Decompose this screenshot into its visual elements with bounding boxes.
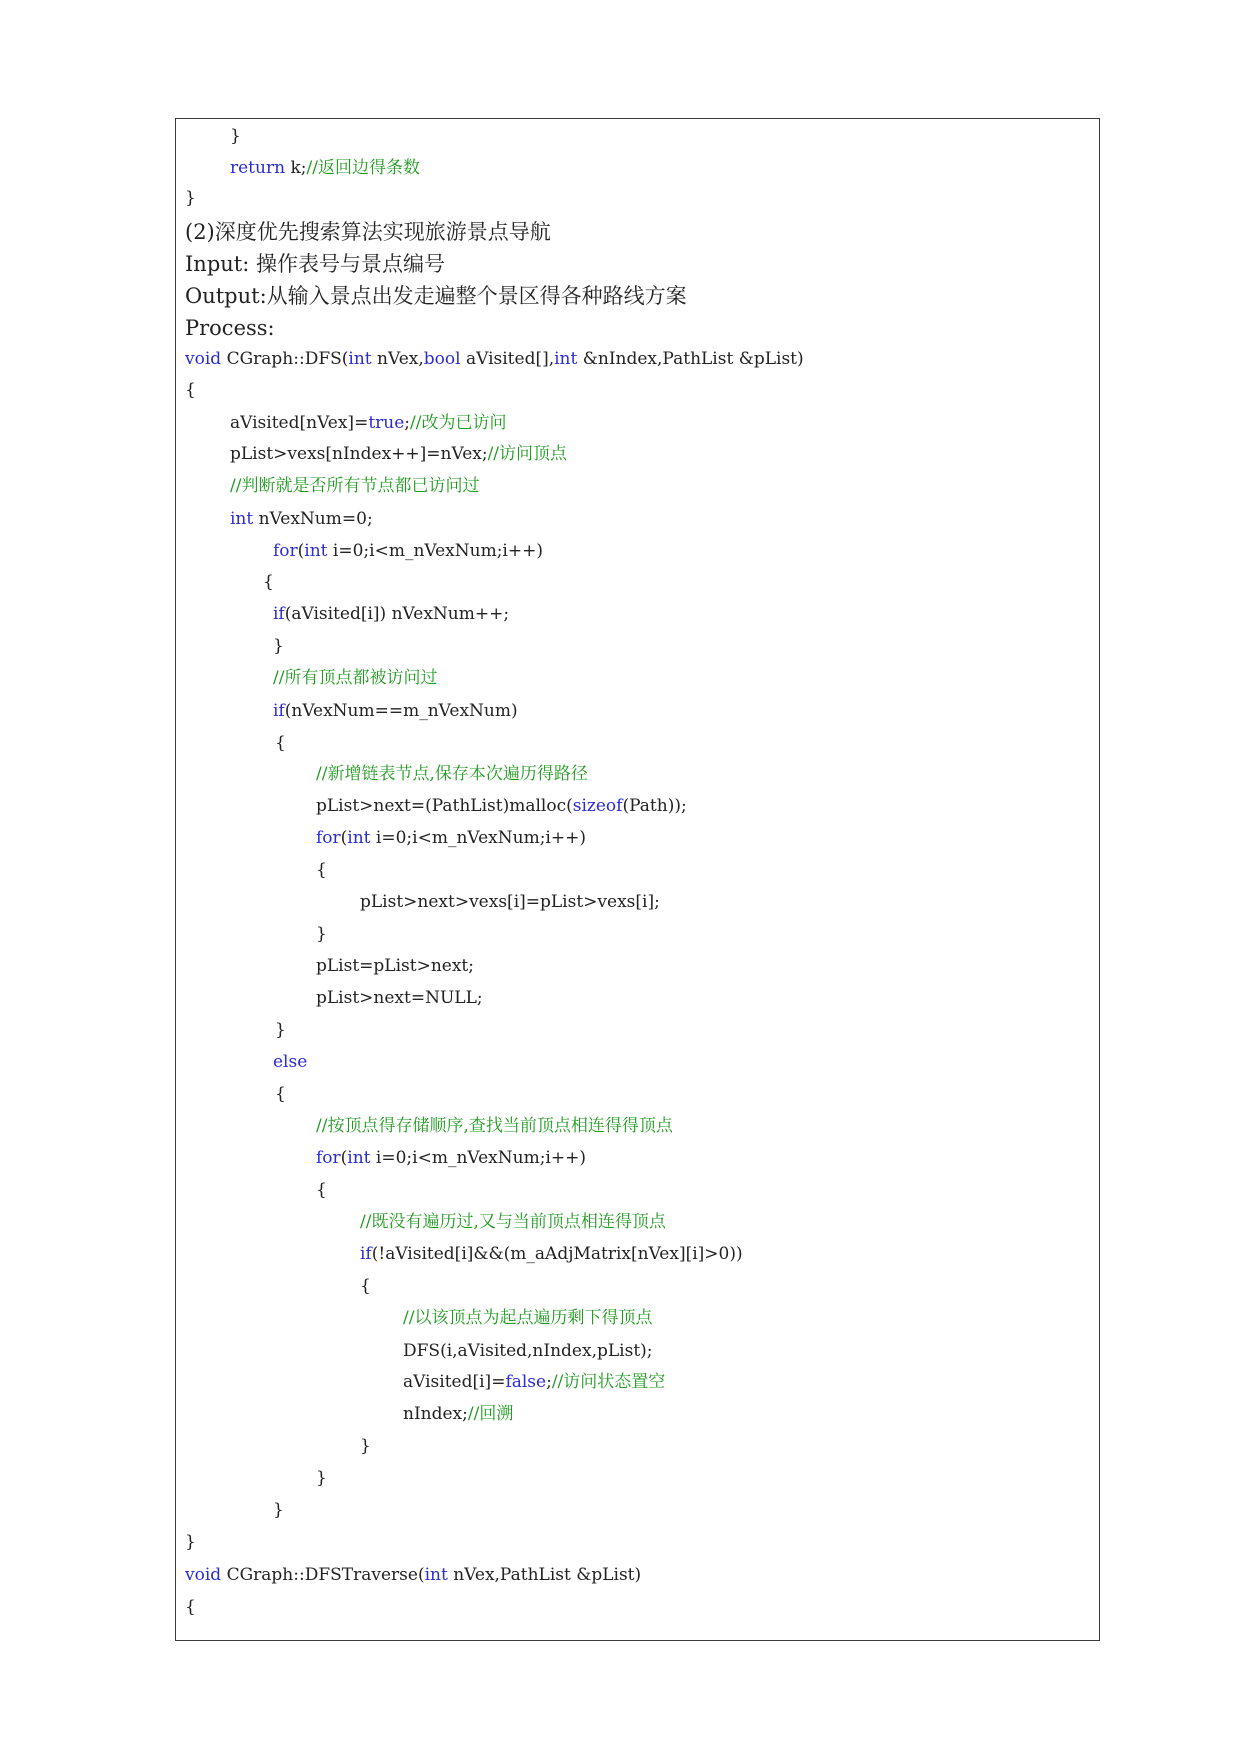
code-text: pList>vexs[nIndex++]=nVex;	[230, 444, 488, 464]
code-line	[316, 796, 687, 816]
code-text: aVisited[nVex]=	[230, 413, 369, 433]
section-heading-line	[185, 316, 275, 340]
code-text: }	[230, 126, 241, 146]
code-text: &nIndex,PathList &pList)	[577, 349, 804, 369]
code-text: }	[316, 1468, 327, 1488]
code-text: }	[275, 1020, 286, 1040]
code-text: (	[340, 1148, 348, 1168]
code-text: (aVisited[i]) nVexNum++;	[284, 604, 510, 624]
code-text: }	[360, 1436, 371, 1456]
code-line	[273, 1052, 307, 1072]
code-text: Input: 操作表号与景点编号	[185, 252, 445, 276]
code-text: ;	[404, 413, 411, 433]
code-text: nVexNum=0;	[253, 509, 373, 529]
code-comment: //既没有遍历过,又与当前顶点相连得顶点	[360, 1212, 666, 1232]
code-line	[360, 1436, 371, 1456]
code-text: {	[185, 1597, 196, 1617]
code-keyword: int	[347, 1148, 371, 1168]
code-keyword: if	[273, 604, 285, 624]
code-text: }	[185, 188, 196, 208]
code-text: k;	[285, 158, 307, 178]
code-comment: //以该顶点为起点遍历剩下得顶点	[403, 1308, 653, 1328]
section-heading-line	[185, 220, 551, 244]
code-line	[316, 1180, 327, 1200]
code-line	[316, 924, 327, 944]
code-comment: //按顶点得存储顺序,查找当前顶点相连得得顶点	[316, 1116, 673, 1136]
code-text: }	[316, 924, 327, 944]
code-line	[316, 1468, 327, 1488]
code-text: {	[316, 860, 327, 880]
code-keyword: false	[505, 1372, 547, 1392]
code-comment: //访问状态置空	[551, 1372, 666, 1392]
code-line	[230, 444, 567, 464]
code-line	[403, 1341, 653, 1361]
code-line	[273, 668, 437, 688]
code-keyword: true	[368, 413, 405, 433]
code-text: (Path));	[622, 796, 687, 816]
code-keyword: int	[347, 828, 371, 848]
code-line	[316, 956, 474, 976]
code-text: {	[185, 380, 196, 400]
code-text: ;	[546, 1372, 552, 1392]
code-text: CGraph::DFS(	[221, 349, 349, 369]
code-line	[230, 413, 506, 433]
code-text: {	[316, 1180, 327, 1200]
code-line	[360, 892, 660, 912]
code-keyword: if	[360, 1244, 372, 1264]
code-text: pList=pList>next;	[316, 956, 474, 976]
section-heading-line	[185, 252, 445, 276]
code-line	[185, 1597, 196, 1617]
code-comment: //访问顶点	[487, 444, 568, 464]
code-line	[273, 604, 509, 624]
code-keyword: int	[230, 509, 254, 529]
code-line	[263, 572, 274, 592]
code-line	[185, 380, 196, 400]
code-text: pList>next=NULL;	[316, 988, 483, 1008]
code-text: nVex,	[371, 349, 424, 369]
code-text: pList>next=(PathList)malloc(	[316, 796, 573, 816]
code-keyword: return	[230, 158, 286, 178]
code-comment: //改为已访问	[410, 413, 507, 433]
code-line	[316, 1148, 586, 1168]
code-text: nIndex;	[403, 1404, 468, 1424]
code-line	[360, 1276, 371, 1296]
code-line	[230, 509, 373, 529]
code-text: aVisited[],	[460, 349, 555, 369]
code-keyword: for	[273, 541, 298, 561]
code-comment: //返回边得条数	[306, 158, 420, 178]
code-comment: //回溯	[467, 1404, 514, 1424]
code-line	[360, 1212, 666, 1232]
code-text: Output:从输入景点出发走遍整个景区得各种路线方案	[185, 284, 687, 308]
code-text: Process:	[185, 316, 275, 340]
code-line	[316, 764, 588, 784]
code-text: nVex,PathList &pList)	[447, 1565, 642, 1585]
code-keyword: bool	[423, 349, 461, 369]
code-frame	[175, 118, 1100, 1641]
code-line	[275, 733, 286, 753]
code-text: {	[360, 1276, 371, 1296]
code-line	[316, 860, 327, 880]
code-line	[273, 1500, 284, 1520]
code-line	[273, 541, 543, 561]
code-comment: //新增链表节点,保存本次遍历得路径	[316, 764, 588, 784]
code-line	[185, 1532, 196, 1552]
code-line	[360, 1244, 743, 1264]
code-text: i=0;i<m_nVexNum;i++)	[370, 828, 586, 848]
code-comment: //判断就是否所有节点都已访问过	[230, 476, 480, 496]
code-text: }	[185, 1532, 196, 1552]
code-keyword: int	[554, 349, 578, 369]
code-line	[275, 1084, 286, 1104]
code-keyword: for	[316, 1148, 341, 1168]
code-line	[230, 126, 241, 146]
code-text: }	[273, 1500, 284, 1520]
code-text: aVisited[i]=	[403, 1372, 506, 1392]
code-line	[230, 476, 479, 496]
code-keyword: int	[424, 1565, 448, 1585]
code-line	[316, 988, 483, 1008]
code-line	[316, 1116, 673, 1136]
code-text: (nVexNum==m_nVexNum)	[284, 701, 518, 721]
code-text: CGraph::DFSTraverse(	[221, 1565, 425, 1585]
code-keyword: int	[348, 349, 372, 369]
code-text: {	[275, 733, 286, 753]
code-line	[185, 1565, 641, 1585]
code-text: i=0;i<m_nVexNum;i++)	[370, 1148, 586, 1168]
code-keyword: int	[304, 541, 328, 561]
code-text: {	[263, 572, 274, 592]
code-line	[275, 1020, 286, 1040]
code-line	[185, 349, 804, 369]
code-line	[273, 636, 284, 656]
code-line	[230, 158, 420, 178]
code-text: (	[340, 828, 348, 848]
section-heading-line	[185, 284, 687, 308]
code-keyword: if	[273, 701, 285, 721]
code-text: (2)深度优先搜索算法实现旅游景点导航	[185, 220, 551, 244]
code-keyword: void	[185, 1565, 222, 1585]
code-line	[185, 188, 196, 208]
code-text: }	[273, 636, 284, 656]
code-text: i=0;i<m_nVexNum;i++)	[327, 541, 543, 561]
code-keyword: for	[316, 828, 341, 848]
code-line	[403, 1308, 652, 1328]
code-text: (	[297, 541, 305, 561]
code-line	[316, 828, 586, 848]
code-text: (!aVisited[i]&&(m_aAdjMatrix[nVex][i]>0))	[371, 1244, 743, 1264]
code-comment: //所有顶点都被访问过	[273, 668, 438, 688]
code-text: {	[275, 1084, 286, 1104]
code-keyword: else	[273, 1052, 308, 1072]
code-line	[403, 1372, 665, 1392]
code-keyword: void	[185, 349, 222, 369]
code-line	[403, 1404, 513, 1424]
code-keyword: sizeof	[572, 796, 623, 816]
code-text: DFS(i,aVisited,nIndex,pList);	[403, 1341, 653, 1361]
code-text: pList>next>vexs[i]=pList>vexs[i];	[360, 892, 660, 912]
code-line	[273, 701, 518, 721]
